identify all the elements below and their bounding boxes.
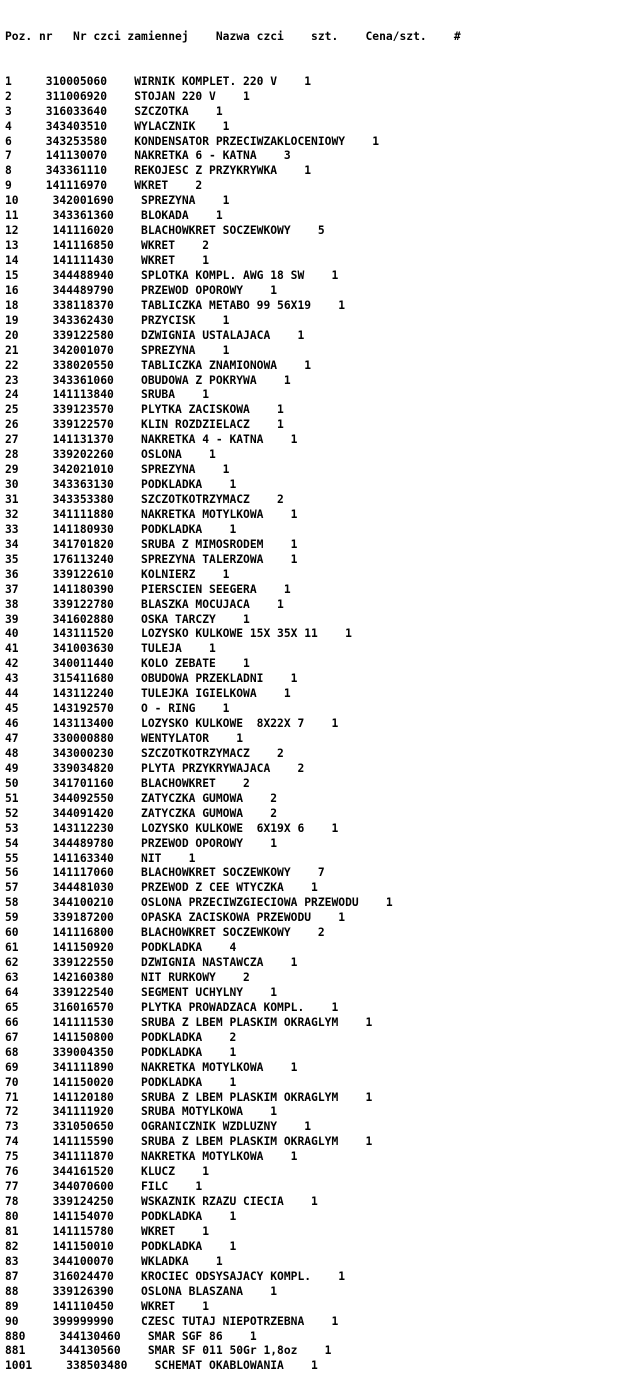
parts-list-document xyxy=(5,0,635,1389)
part-row: 52 344091420 ZATYCZKA GUMOWA 2 xyxy=(5,806,278,820)
part-row: 4 343403510 WYLACZNIK 1 xyxy=(5,119,230,133)
part-row: 31 343353380 SZCZOTKOTRZYMACZ 2 xyxy=(5,493,284,506)
part-row: 44 143112240 TULEJKA IGIELKOWA 1 xyxy=(5,687,291,701)
part-row: 14 141111430 WKRET 1 xyxy=(5,254,210,267)
part-row: 9 141116970 WKRET 2 xyxy=(5,179,203,193)
part-row: 1 310005060 WIRNIK KOMPLET. 220 V 1 xyxy=(5,74,312,88)
part-row: 37 141180390 PIERSCIEN SEEGERA 1 xyxy=(5,582,291,596)
part-row: 60 141116800 BLACHOWKRET SOCZEWKOWY 2 xyxy=(5,926,325,940)
part-row: 28 339202260 OSLONA 1 xyxy=(5,448,216,462)
part-row: 59 339187200 OPASKA ZACISKOWA PRZEWODU 1 xyxy=(5,911,346,925)
part-row: 23 343361060 OBUDOWA Z POKRYWA 1 xyxy=(5,373,291,387)
part-row: 12 141116020 BLACHOWKRET SOCZEWKOWY 5 xyxy=(5,224,325,238)
part-row: 22 338020550 TABLICZKA ZNAMIONOWA 1 xyxy=(5,358,312,372)
part-row: 88 339126390 OSLONA BLASZANA 1 xyxy=(5,1284,278,1298)
part-row: 40 143111520 LOZYSKO KULKOWE 15X 35X 11 1 xyxy=(5,627,352,641)
part-row: 89 141110450 WKRET 1 xyxy=(5,1299,210,1313)
part-row: 27 141131370 NAKRETKA 4 - KATNA 1 xyxy=(5,433,298,447)
part-row: 48 343000230 SZCZOTKOTRZYMACZ 2 xyxy=(5,746,284,760)
part-row: 69 341111890 NAKRETKA MOTYLKOWA 1 xyxy=(5,1060,298,1074)
part-row: 8 343361110 REKOJESC Z PRZYKRYWKA 1 xyxy=(5,164,312,178)
part-row: 10 342001690 SPREZYNA 1 xyxy=(5,194,230,208)
part-row: 16 344489790 PRZEWOD OPOROWY 1 xyxy=(5,283,278,297)
part-row: 33 141180930 PODKLADKA 1 xyxy=(5,522,237,536)
part-row: 78 339124250 WSKAZNIK RZAZU CIECIA 1 xyxy=(5,1195,318,1209)
part-row: 2 311006920 STOJAN 220 V 1 xyxy=(5,89,250,103)
part-row: 56 141117060 BLACHOWKRET SOCZEWKOWY 7 xyxy=(5,866,325,880)
part-row: 45 143192570 O - RING 1 xyxy=(5,702,230,716)
part-row: 6 343253580 KONDENSATOR PRZECIWZAKLOCENIOWY 1 xyxy=(5,134,380,148)
part-row: 7 141130070 NAKRETKA 6 - KATNA 3 xyxy=(5,149,291,163)
part-row: 19 343362430 PRZYCISK 1 xyxy=(5,313,230,327)
part-row: 64 339122540 SEGMENT UCHYLNY 1 xyxy=(5,985,278,999)
part-row: 70 141150020 PODKLADKA 1 xyxy=(5,1075,237,1089)
part-row: 76 344161520 KLUCZ 1 xyxy=(5,1165,210,1179)
part-row: 81 141115780 WKRET 1 xyxy=(5,1224,210,1238)
part-row: 54 344489780 PRZEWOD OPOROWY 1 xyxy=(5,836,278,850)
part-row: 62 339122550 DZWIGNIA NASTAWCZA 1 xyxy=(5,956,298,970)
part-row: 49 339034820 PLYTA PRZYKRYWAJACA 2 xyxy=(5,761,305,775)
part-row: 72 341111920 SRUBA MOTYLKOWA 1 xyxy=(5,1105,278,1119)
part-row: 38 339122780 BLASZKA MOCUJACA 1 xyxy=(5,597,284,611)
part-row: 39 341602880 OSKA TARCZY 1 xyxy=(5,612,250,626)
part-row: 74 141115590 SRUBA Z LBEM PLASKIM OKRAGLYM 1 xyxy=(5,1135,373,1149)
part-row: 71 141120180 SRUBA Z LBEM PLASKIM OKRAGLYM 1 xyxy=(5,1090,373,1104)
part-row: 90 399999990 CZESC TUTAJ NIEPOTRZEBNA 1 xyxy=(5,1314,339,1328)
part-row: 35 176113240 SPREZYNA TALERZOWA 1 xyxy=(5,552,298,566)
part-row: 83 344100070 WKLADKA 1 xyxy=(5,1254,223,1268)
part-row: 25 339123570 PLYTKA ZACISKOWA 1 xyxy=(5,403,284,417)
part-row: 43 315411680 OBUDOWA PRZEKLADNI 1 xyxy=(5,672,298,686)
part-row: 11 343361360 BLOKADA 1 xyxy=(5,209,223,223)
part-row: 58 344100210 OSLONA PRZECIWZGIECIOWA PRZEWODU 1 xyxy=(5,896,393,910)
part-row: 66 141111530 SRUBA Z LBEM PLASKIM OKRAGLYM 1 xyxy=(5,1015,373,1029)
part-row: 67 141150800 PODKLADKA 2 xyxy=(5,1030,237,1044)
part-row: 18 338118370 TABLICZKA METABO 99 56X19 1 xyxy=(5,298,346,312)
part-row: 68 339004350 PODKLADKA 1 xyxy=(5,1045,237,1059)
part-row: 24 141113840 SRUBA 1 xyxy=(5,388,210,402)
part-row: 50 341701160 BLACHOWKRET 2 xyxy=(5,776,250,790)
part-row: 73 331050650 OGRANICZNIK WZDLUZNY 1 xyxy=(5,1120,312,1134)
part-row: 880 344130460 SMAR SGF 86 1 xyxy=(5,1329,257,1343)
part-row: 20 339122580 DZWIGNIA USTALAJACA 1 xyxy=(5,328,305,342)
part-row: 47 330000880 WENTYLATOR 1 xyxy=(5,732,244,745)
part-row: 1001 338503480 SCHEMAT OKABLOWANIA 1 xyxy=(5,1359,318,1373)
part-row: 881 344130560 SMAR SF 011 50Gr 1,8oz 1 xyxy=(5,1344,332,1358)
part-row: 15 344488940 SPLOTKA KOMPL. AWG 18 SW 1 xyxy=(5,268,339,282)
part-row: 13 141116850 WKRET 2 xyxy=(5,239,210,253)
part-row: 30 343363130 PODKLADKA 1 xyxy=(5,478,237,492)
part-row: 42 340011440 KOLO ZEBATE 1 xyxy=(5,657,250,671)
part-row: 36 339122610 KOLNIERZ 1 xyxy=(5,567,230,581)
part-row: 61 141150920 PODKLADKA 4 xyxy=(5,941,237,955)
column-header-row: Poz. nr Nr czci zamiennej Nazwa czci szt. Cena/szt. # xyxy=(5,29,461,43)
part-row: 57 344481030 PRZEWOD Z CEE WTYCZKA 1 xyxy=(5,881,318,895)
part-row: 21 342001070 SPREZYNA 1 xyxy=(5,343,230,357)
part-row: 53 143112230 LOZYSKO KULKOWE 6X19X 6 1 xyxy=(5,821,339,835)
part-row: 63 142160380 NIT RURKOWY 2 xyxy=(5,971,250,984)
part-row: 32 341111880 NAKRETKA MOTYLKOWA 1 xyxy=(5,507,298,521)
part-row: 82 141150010 PODKLADKA 1 xyxy=(5,1239,237,1253)
part-row: 26 339122570 KLIN ROZDZIELACZ 1 xyxy=(5,418,284,432)
part-row: 75 341111870 NAKRETKA MOTYLKOWA 1 xyxy=(5,1150,298,1164)
part-row: 51 344092550 ZATYCZKA GUMOWA 2 xyxy=(5,791,278,805)
part-row: 55 141163340 NIT 1 xyxy=(5,851,196,865)
part-row: 46 143113400 LOZYSKO KULKOWE 8X22X 7 1 xyxy=(5,717,339,731)
part-row: 77 344070600 FILC 1 xyxy=(5,1180,203,1194)
part-row: 65 316016570 PLYTKA PROWADZACA KOMPL. 1 xyxy=(5,1000,339,1014)
parts-list xyxy=(5,75,635,1375)
part-row: 34 341701820 SRUBA Z MIMOSRODEM 1 xyxy=(5,537,298,551)
part-row: 80 141154070 PODKLADKA 1 xyxy=(5,1210,237,1223)
part-row: 87 316024470 KROCIEC ODSYSAJACY KOMPL. 1 xyxy=(5,1269,346,1283)
part-row: 3 316033640 SZCZOTKA 1 xyxy=(5,104,223,118)
part-row: 29 342021010 SPREZYNA 1 xyxy=(5,463,230,477)
part-row: 41 341003630 TULEJA 1 xyxy=(5,642,216,656)
